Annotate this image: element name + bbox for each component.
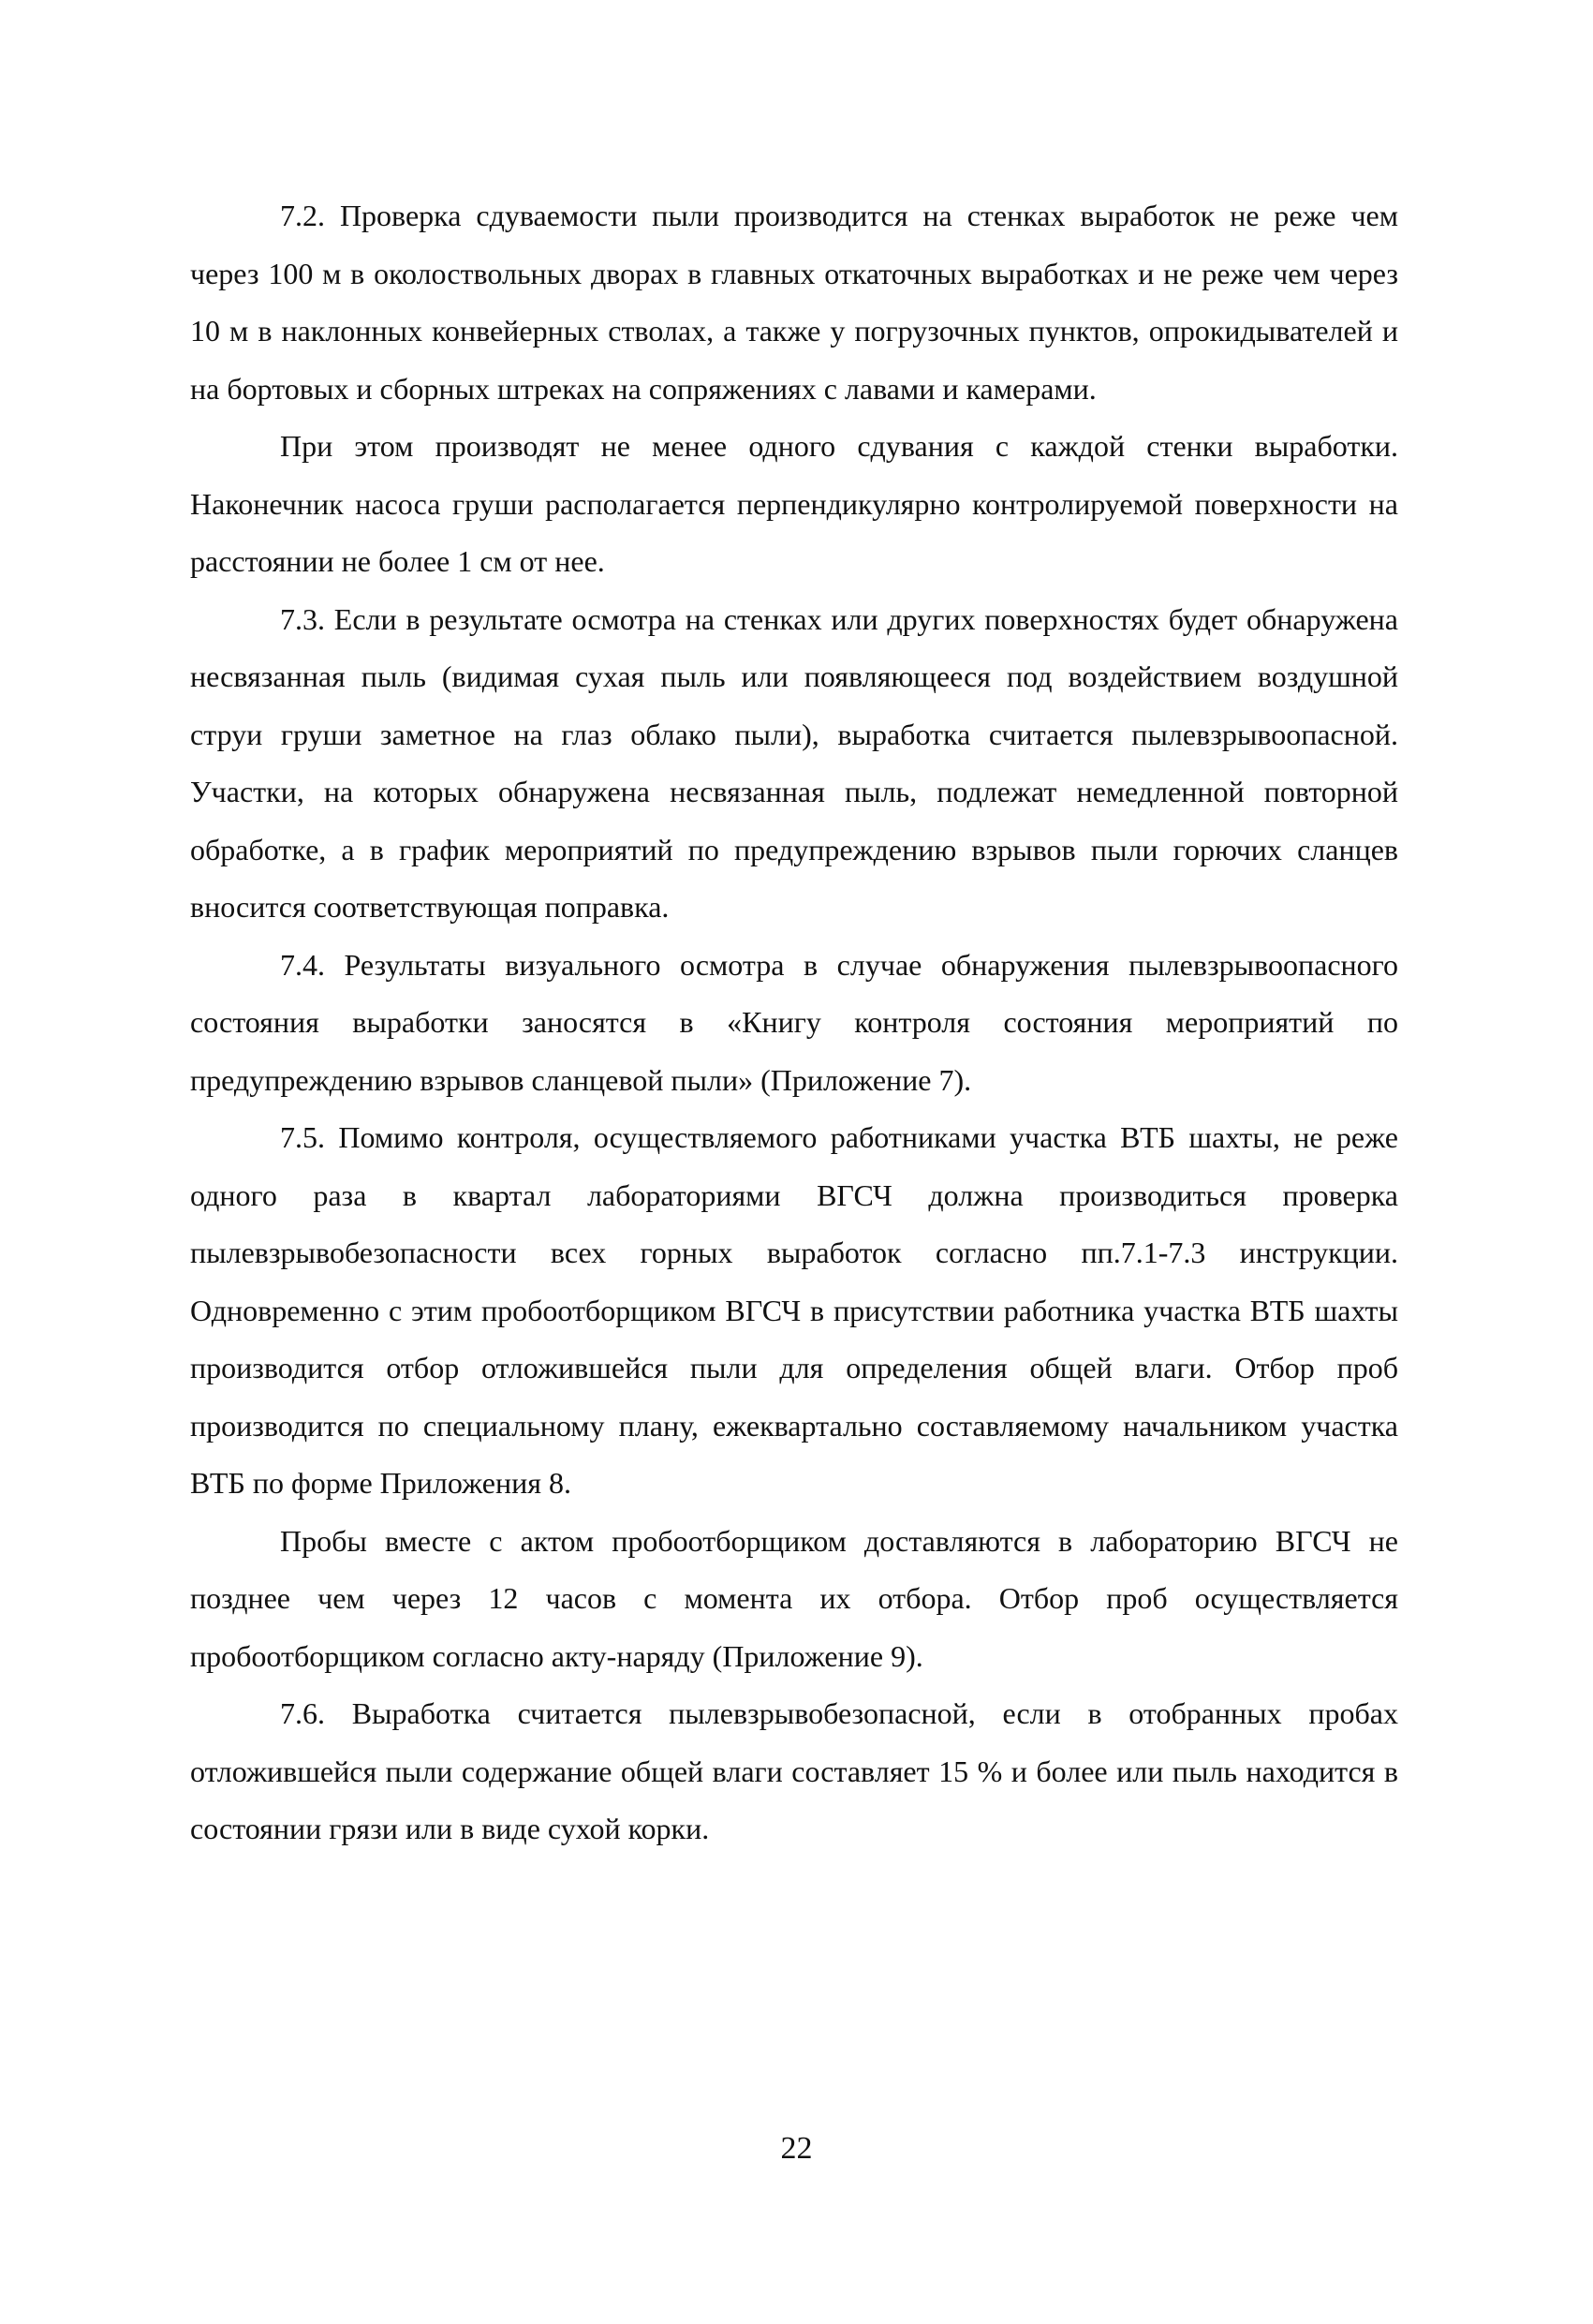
paragraph-7-4: 7.4. Результаты визуального осмотра в случае обнаружения пылевзрывоопасного состояния выработки заносятся в «Книгу контроля состояния мероприятий по предупреждению взрывов сланцевой пыли» (Приложение 7). <box>190 947 1398 1097</box>
page-number: 22 <box>780 2131 813 2166</box>
paragraph-samples-delivery: Пробы вместе с актом пробоотборщиком доставляются в лабораторию ВГСЧ не позднее чем через 12 часов с момента их отбора. Отбор проб осуществляется пробоотборщиком согласно акту-наряду (Приложение 9). <box>190 1523 1398 1673</box>
paragraph-7-6: 7.6. Выработка считается пылевзрывобезопасной, если в отобранных пробах отложившейся пыли содержание общей влаги составляет 15 % и более или пыль находится в состоянии грязи или в виде сухой корки. <box>190 1696 1398 1845</box>
paragraph-7-2: 7.2. Проверка сдуваемости пыли производится на стенках выработок не реже чем через 100 м в околоствольных дворах в главных откаточных выработках и не реже чем через 10 м в наклонных конвейерных стволах, а также у погрузочных пунктов, опрокидывателей и на бортовых и сборных штреках на сопряжениях с лавами и камерами. <box>190 199 1398 406</box>
paragraph-7-3: 7.3. Если в результате осмотра на стенках или других поверхностях будет обнаружена несвязанная пыль (видимая сухая пыль или появляющееся под воздействием воздушной струи груши заметное на глаз облако пыли), выработка считается пылевзрывоопасной. Участки, на которых обнаружена несвязанная пыль, подлежат немедленной повторной обработке, а в график мероприятий по предупреждению взрывов пыли горючих сланцев вносится соответствующая поправка. <box>190 601 1398 924</box>
paragraph-7-5: 7.5. Помимо контроля, осуществляемого работниками участка ВТБ шахты, не реже одного раза в квартал лабораториями ВГСЧ должна производиться проверка пылевзрывобезопасности всех горных выработок согласно пп.7.1-7.3 инструкции. Одновременно с этим пробоотборщиком ВГСЧ в присутствии работника участка ВТБ шахты производится отбор отложившейся пыли для определения общей влаги. Отбор проб производится по специальному плану, ежеквартально составляемому начальником участка ВТБ по форме Приложения 8. <box>190 1120 1398 1500</box>
body-text <box>190 187 1398 1858</box>
paragraph-blowing-procedure: При этом производят не менее одного сдувания с каждой стенки выработки. Наконечник насоса груши располагается перпендикулярно контролируемой поверхности на расстоянии не более 1 см от нее. <box>190 429 1398 578</box>
